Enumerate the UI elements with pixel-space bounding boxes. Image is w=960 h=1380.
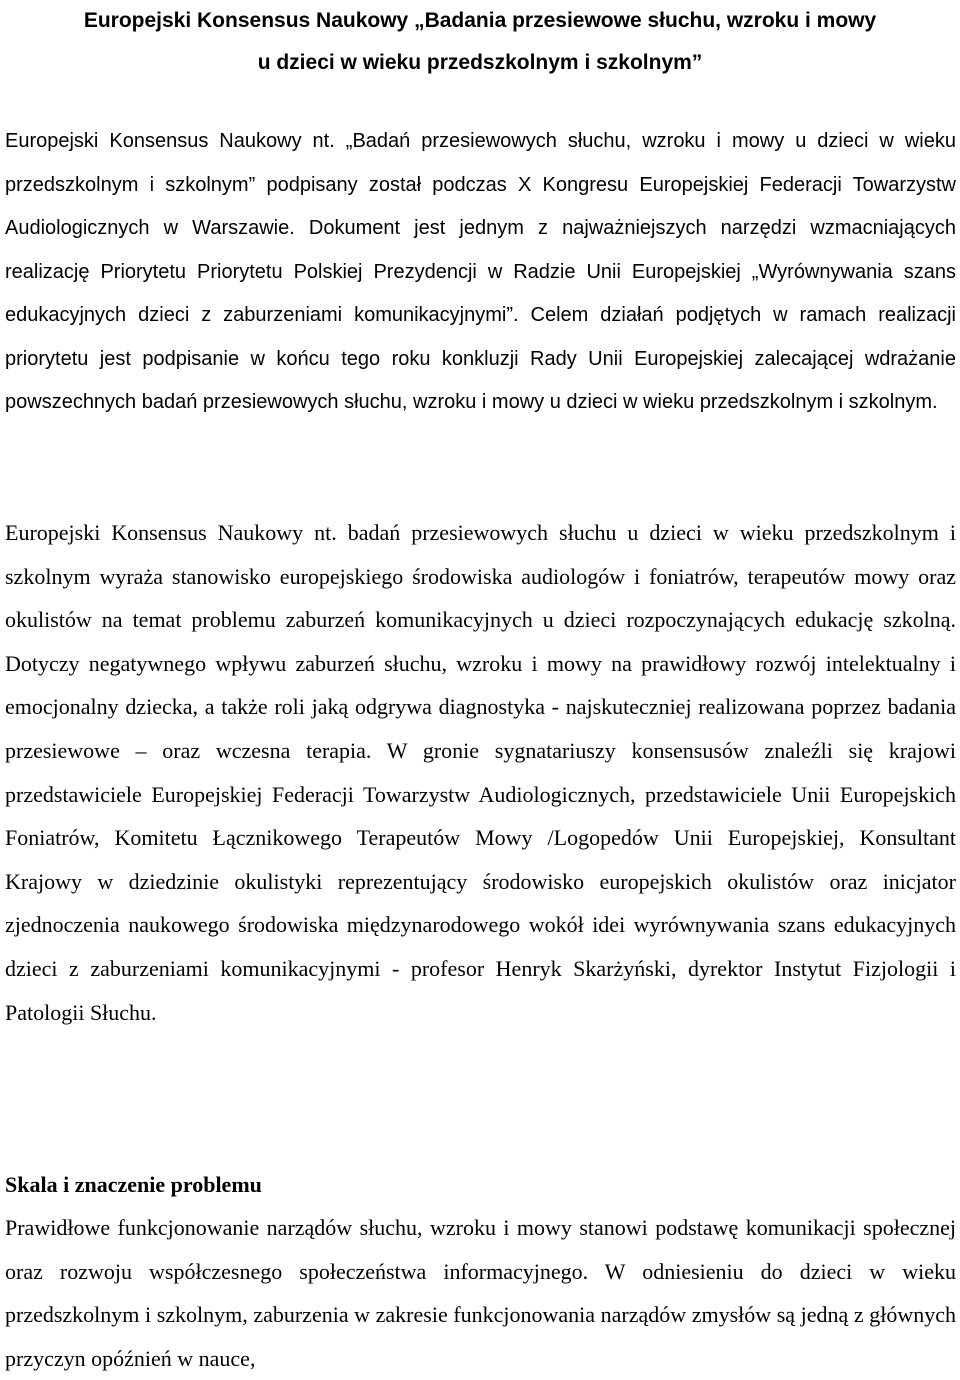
paragraph-consensus-details: Europejski Konsensus Naukowy nt. badań przesiewowych słuchu u dzieci w wieku przedszkolnym i szkolnym wyraża stanowisko europejskiego środowiska audiologów i foniatrów, terapeutów mowy oraz okulistów na temat problemu zaburzeń komunikacyjnych u dzieci rozpoczynających edukację szkolną. Dotyczy negatywnego wpływu zaburzeń słuchu, wzroku i mowy na prawidłowy rozwój intelektualny i emocjonalny dziecka, a także roli jaką odgrywa diagnostyka - najskuteczniej realizowana poprzez badania przesiewowe – oraz wczesna terapia. W gronie sygnatariuszy konsensusów znaleźli się krajowi przedstawiciele Europejskiej Federacji Towarzystw Audiologicznych, przedstawiciele Unii Europejskich Foniatrów, Komitetu Łącznikowego Terapeutów Mowy /Logopedów Unii Europejskiej, Konsultant Krajowy w dziedzinie okulistyki reprezentujący środowisko europejskich okulistów oraz inicjator zjednoczenia naukowego środowiska międzynarodowego wokół idei wyrównywania szans edukacyjnych dzieci z zaburzeniami komunikacyjnymi - profesor Henryk Skarżyński, dyrektor Instytut Fizjologii i Patologii Słuchu. <box>5 520 956 1025</box>
document-title-line-1: Europejski Konsensus Naukowy „Badania przesiewowe słuchu, wzroku i mowy <box>83 9 877 32</box>
document-title <box>0 0 960 84</box>
paragraph-problem-scale: Prawidłowe funkcjonowanie narządów słuchu, wzroku i mowy stanowi podstawę komunikacji społecznej oraz rozwoju współczesnego społeczeństwa informacyjnego. W odniesieniu do dzieci w wieku przedszkolnym i szkolnym, zaburzenia w zakresie funkcjonowania narządów zmysłów są jedną z głównych przyczyn opóźnień w nauce, <box>5 1215 956 1371</box>
document-title-line-2: u dzieci w wieku przedszkolnym i szkolnym” <box>257 51 703 74</box>
section-heading: Skala i znaczenie problemu <box>5 1172 262 1197</box>
paragraph-consensus-intro: Europejski Konsensus Naukowy nt. „Badań przesiewowych słuchu, wzroku i mowy u dzieci w wieku przedszkolnym i szkolnym” podpisany został podczas X Kongresu Europejskiej Federacji Towarzystw Audiologicznych w Warszawie. Dokument jest jednym z najważniejszych narzędzi wzmacniających realizację Priorytetu Priorytetu Polskiej Prezydencji w Radzie Unii Europejskiej „Wyrównywania szans edukacyjnych dzieci z zaburzeniami komunikacyjnymi”. Celem działań podjętych w ramach realizacji priorytetu jest podpisanie w końcu tego roku konkluzji Rady Unii Europejskiej zalecającej wdrażanie powszechnych badań przesiewowych słuchu, wzroku i mowy u dzieci w wieku przedszkolnym i szkolnym. <box>5 130 956 413</box>
